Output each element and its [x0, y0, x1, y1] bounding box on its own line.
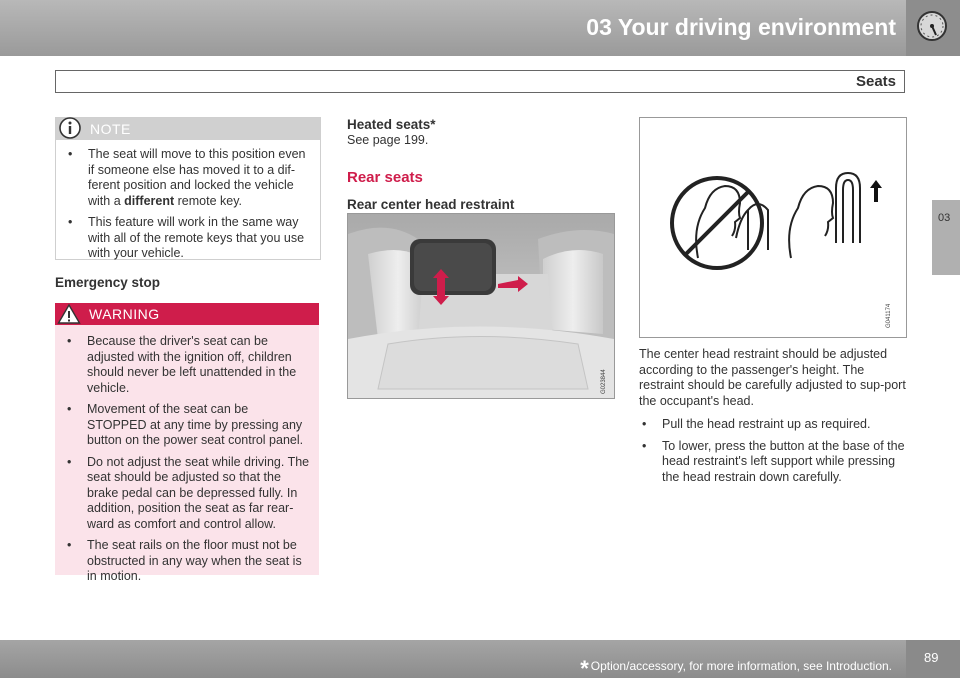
section-title: Seats [855, 73, 896, 90]
warning-header [55, 303, 319, 325]
warning-item: • Do not adjust the seat while driving. The seat should be adjusted so that the brake pedal can be depressed fully. In addition, position the seat as far rear-ward as comfort and control allow. [87, 455, 311, 533]
heated-seats-heading: Heated seats* [347, 117, 436, 132]
head-restraint-text [639, 347, 909, 491]
chapter-title: 03 Your driving environment [586, 14, 896, 40]
warning-label: WARNING [89, 306, 160, 322]
gauge-tab [906, 0, 960, 56]
warning-box [55, 303, 319, 583]
emergency-stop-heading: Emergency stop [55, 275, 161, 290]
note-item-1-text: The seat will move to this position even if someone else has moved it to a dif-ferent position and locked the vehicle with a different remote key. [88, 147, 306, 208]
chapter-tab-label: 03 [938, 212, 951, 224]
rear-seat-photo [347, 213, 615, 399]
footnote-text: Option/accessory, for more information, see Introduction. [590, 659, 892, 673]
warning-icon [57, 303, 81, 325]
warning-list [55, 325, 319, 585]
note-box [55, 117, 321, 260]
rear-seats-heading: Rear seats [347, 169, 423, 186]
note-item: • This feature will work in the same way with all of the remote keys that you use with your vehicle. [88, 215, 312, 262]
head-restraint-item: • Pull the head restraint up as required. [662, 417, 909, 433]
photo-code: G023844 [601, 369, 607, 394]
head-restraint-list [639, 417, 909, 485]
gauge-icon [916, 10, 948, 42]
page-number: 89 [924, 650, 939, 665]
warning-item: • Because the driver's seat can be adjusted with the ignition off, children should never be left unattended in the vehicle. [87, 334, 311, 396]
footnote-star: * [580, 656, 589, 681]
head-restraint-item: • To lower, press the button at the base of the head restraint's left support while pressing the head restrain down carefully. [662, 439, 909, 486]
head-restraint-intro: The center head restraint should be adjusted according to the passenger's height. The restraint should be carefully adjusted to sup-port the occupant's head. [639, 347, 906, 408]
note-list [56, 140, 320, 262]
note-header [56, 118, 320, 140]
rear-center-head-restraint-heading: Rear center head restraint [347, 197, 515, 212]
note-item [88, 147, 312, 209]
rear-seat-illustration [348, 214, 614, 398]
warning-item: • Movement of the seat can be STOPPED at any time by pressing any button on the power seat control panel. [87, 402, 311, 449]
header-bar [0, 0, 960, 56]
illustration-code: G041174 [886, 303, 892, 328]
warning-item: • The seat rails on the floor must not be obstructed in any way when the seat is in motion. [87, 538, 311, 585]
note-label: NOTE [90, 121, 131, 137]
page-number-tab [906, 640, 960, 678]
chapter-side-tab[interactable] [932, 200, 960, 275]
info-icon [58, 116, 82, 140]
head-restraint-illustration [639, 117, 907, 338]
footnote [580, 656, 892, 682]
section-header-box [55, 70, 905, 93]
head-restraint-diagram [640, 118, 906, 337]
heated-seats-reference[interactable]: See page 199. [347, 133, 429, 147]
